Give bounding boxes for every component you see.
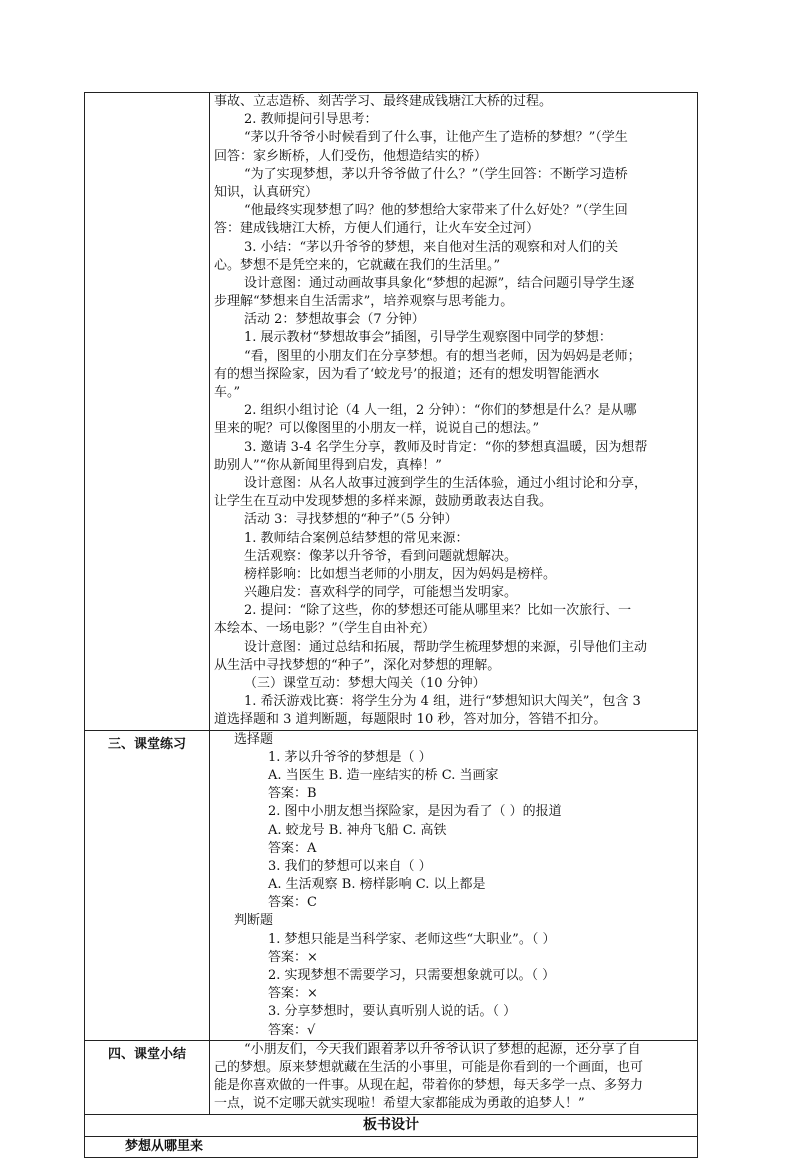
- process-text-line: “看，图里的小朋友们在分享梦想。有的想当老师，因为妈妈是老师；: [244, 348, 641, 364]
- summary-text-line: 能是你喜欢做的一件事。从现在起，带着你的梦想，每天多学一点、多努力: [214, 1078, 644, 1094]
- process-text-line: 3. 邀请 3-4 名学生分享，教师及时肯定：“你的梦想真温暖，因为想帮: [244, 439, 648, 455]
- process-text-line: 1. 教师结合案例总结梦想的常见来源：: [244, 530, 469, 546]
- process-text-line: 从生活中寻找梦想的“种子”，深化对梦想的理解。: [214, 657, 501, 673]
- process-label-cell: [85, 93, 210, 731]
- practice-text-block: [210, 731, 697, 1040]
- process-text-line: “为了实现梦想，茅以升爷爷做了什么？”（学生回答：不断学习造桥: [244, 166, 628, 182]
- board-title-row: [85, 1114, 698, 1136]
- process-text-line: 设计意图：从名人故事过渡到学生的生活体验，通过小组讨论和分享，: [244, 475, 648, 491]
- process-text-line: 本绘本、一场电影？”（学生自由补充）: [214, 621, 436, 637]
- process-content-cell: [210, 93, 698, 731]
- practice-text-line: 3. 分享梦想时，要认真听别人说的话。（ ）: [268, 1004, 517, 1020]
- summary-label: 四、课堂小结: [85, 1040, 210, 1114]
- summary-text-block: [210, 1041, 697, 1114]
- board-design-subtitle: 梦想从哪里来: [85, 1136, 698, 1157]
- process-text-line: 生活观察：像茅以升爷爷，看到问题就想解决。: [244, 548, 518, 564]
- practice-text-line: 答案：B: [268, 786, 317, 802]
- practice-text-line: 答案：C: [268, 895, 317, 911]
- process-text-line: 道选择题和 3 道判断题，每题限时 10 秒，答对加分，答错不扣分。: [214, 712, 607, 728]
- process-text-line: 事故、立志造桥、刻苦学习、最终建成钱塘江大桥的过程。: [214, 94, 553, 109]
- practice-text-line: 1. 茅以升爷爷的梦想是（ ）: [268, 749, 432, 765]
- lesson-plan-table: [84, 92, 698, 1158]
- process-text-line: 设计意图：通过总结和拓展，帮助学生梳理梦想的来源，引导他们主动: [244, 639, 648, 655]
- lesson-plan-sheet: [84, 92, 696, 1158]
- process-text-block: [210, 93, 697, 730]
- summary-content-cell: [210, 1040, 698, 1114]
- process-text-line: 知识，认真研究）: [214, 184, 319, 200]
- process-text-line: 2. 组织小组讨论（4 人一组，2 分钟）：“你们的梦想是什么？是从哪: [244, 403, 637, 419]
- summary-row: [85, 1040, 698, 1114]
- practice-text-line: 2. 实现梦想不需要学习，只需要想象就可以。（ ）: [268, 968, 556, 983]
- practice-label: 三、课堂练习: [85, 730, 210, 1040]
- process-text-line: 活动 3：寻找梦想的“种子”（5 分钟）: [244, 512, 458, 528]
- process-text-line: 回答：家乡断桥，人们受伤，他想造结实的桥）: [214, 148, 488, 164]
- process-text-line: 2. 教师提问引导思考：: [244, 112, 378, 128]
- process-text-line: “茅以升爷爷小时候看到了什么事，让他产生了造桥的梦想？”（学生: [244, 130, 628, 146]
- process-text-line: 里来的呢？可以像图里的小朋友一样，说说自己的想法。”: [214, 421, 540, 437]
- practice-text-line: 2. 图中小朋友想当探险家，是因为看了（ ）的报道: [268, 804, 562, 820]
- process-text-line: 答：建成钱塘江大桥，方便人们通行，让火车安全过河）: [214, 221, 540, 237]
- process-text-line: 1. 希沃游戏比赛：将学生分为 4 组，进行“梦想知识大闯关”，包含 3: [244, 694, 641, 710]
- process-text-line: 3. 小结：“茅以升爷爷的梦想，来自他对生活的观察和对人们的关: [244, 239, 619, 255]
- practice-text-line: 答案：√: [268, 1022, 316, 1038]
- process-text-line: （三）课堂互动：梦想大闯关（10 分钟）: [244, 676, 486, 691]
- practice-text-line: A. 当医生 B. 造一座结实的桥 C. 当画家: [268, 767, 499, 783]
- board-subtitle-row: [85, 1136, 698, 1157]
- practice-text-line: A. 生活观察 B. 榜样影响 C. 以上都是: [268, 877, 486, 893]
- practice-text-line: 判断题: [234, 913, 274, 929]
- board-design-title: 板书设计: [85, 1114, 698, 1136]
- practice-text-line: 1. 梦想只能是当科学家、老师这些“大职业”。（ ）: [268, 931, 556, 947]
- practice-text-line: 选择题: [234, 731, 274, 747]
- process-text-line: 助别人”“你从新闻里得到启发，真棒！”: [214, 457, 442, 473]
- process-text-line: 心。梦想不是凭空来的，它就藏在我们的生活里。”: [214, 257, 501, 273]
- process-text-line: 1. 展示教材“梦想故事会”插图，引导学生观察图中同学的梦想：: [244, 330, 612, 346]
- process-text-line: 榜样影响：比如想当老师的小朋友，因为妈妈是榜样。: [244, 566, 557, 582]
- process-row: [85, 93, 698, 731]
- process-text-line: 设计意图：通过动画故事具象化“梦想的起源”，结合问题引导学生逐: [244, 275, 635, 291]
- practice-text-line: 答案：×: [268, 949, 318, 965]
- process-text-line: 让学生在互动中发现梦想的多样来源，鼓励勇敢表达自我。: [214, 494, 553, 510]
- practice-row: [85, 730, 698, 1040]
- practice-text-line: 答案：×: [268, 986, 318, 1002]
- practice-content-cell: [210, 730, 698, 1040]
- process-text-line: 兴趣启发：喜欢科学的同学，可能想当发明家。: [244, 585, 518, 601]
- practice-text-line: A. 蛟龙号 B. 神舟飞船 C. 高铁: [268, 822, 447, 838]
- process-text-line: “他最终实现梦想了吗？他的梦想给大家带来了什么好处？”（学生回: [244, 203, 628, 219]
- practice-text-line: 3. 我们的梦想可以来自（ ）: [268, 858, 432, 874]
- process-text-line: 车。”: [214, 385, 241, 400]
- summary-text-line: 一点，说不定哪天就实现啦！希望大家都能成为勇敢的追梦人！”: [214, 1096, 585, 1112]
- process-text-line: 有的想当探险家，因为看了‘蛟龙号’的报道；还有的想发明智能洒水: [214, 366, 600, 382]
- process-text-line: 活动 2：梦想故事会（7 分钟）: [244, 312, 425, 328]
- summary-text-line: 己的梦想。原来梦想就藏在生活的小事里，可能是你看到的一个画面，也可: [214, 1059, 644, 1075]
- practice-text-line: 答案：A: [268, 840, 317, 856]
- process-text-line: 步理解“梦想来自生活需求”，培养观察与思考能力。: [214, 294, 514, 310]
- summary-text-line: “小朋友们，今天我们跟着茅以升爷爷认识了梦想的起源，还分享了自: [244, 1041, 641, 1057]
- process-text-line: 2. 提问：“除了这些，你的梦想还可能从哪里来？比如一次旅行、一: [244, 603, 632, 619]
